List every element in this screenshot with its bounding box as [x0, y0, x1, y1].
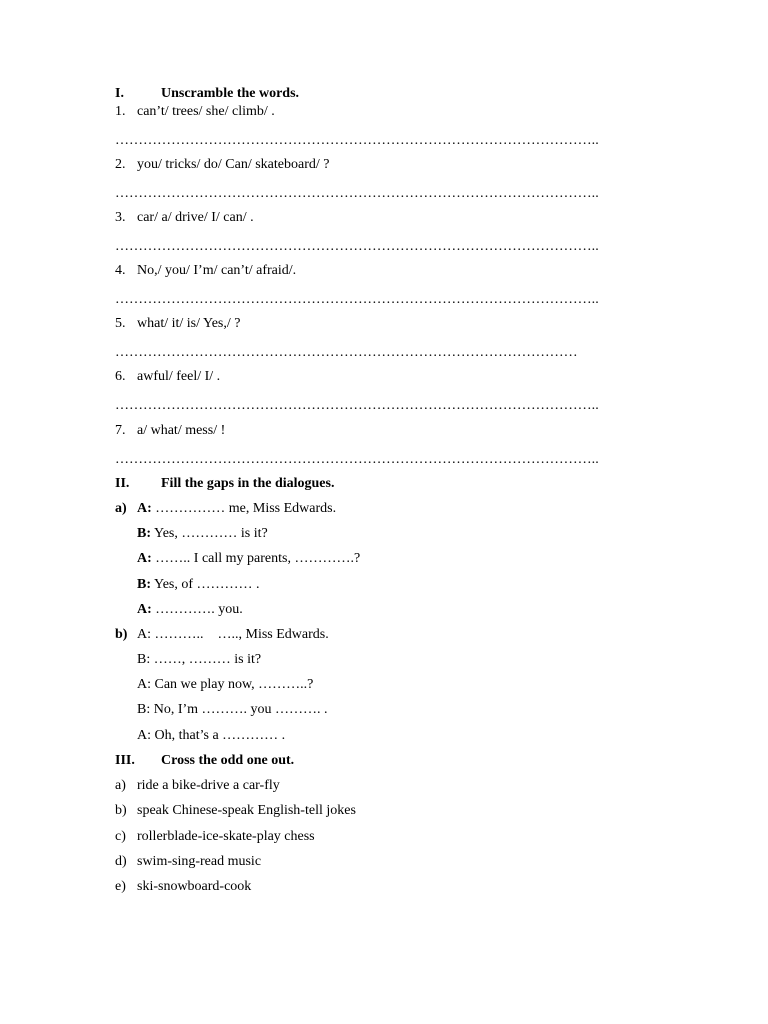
- answer-line: …………………………………………………………………………………………..: [115, 398, 599, 413]
- odd-one-out-item: [115, 879, 251, 895]
- dialogue-line: [137, 577, 260, 593]
- section-1-title: Unscramble the words.: [161, 86, 300, 101]
- item-text: rollerblade-ice-skate-play chess: [137, 829, 315, 844]
- answer-line: …………………………………………………………………………………………..: [115, 186, 599, 201]
- question-row: [115, 210, 254, 226]
- section-3-number: III.: [115, 753, 135, 768]
- odd-one-out-item: [115, 829, 315, 845]
- answer-line: ………………………………………………………………………………………: [115, 345, 578, 360]
- dialogue-line: A: Can we play now, ………..?: [137, 677, 314, 692]
- section-1-heading: [115, 86, 299, 102]
- answer-line: …………………………………………………………………………………………..: [115, 239, 599, 254]
- question-row: [115, 369, 220, 385]
- dialogue-line: [137, 526, 268, 542]
- question-row: [115, 316, 240, 332]
- item-label: d): [115, 854, 127, 869]
- item-text: speak Chinese-speak English-tell jokes: [137, 803, 356, 818]
- question-number: 7.: [115, 423, 126, 438]
- odd-one-out-item: [115, 778, 280, 794]
- odd-one-out-item: [115, 854, 261, 870]
- question-number: 4.: [115, 263, 126, 278]
- question-number: 3.: [115, 210, 126, 225]
- item-text: ski-snowboard-cook: [137, 879, 252, 894]
- item-label: a): [115, 778, 126, 793]
- question-number: 5.: [115, 316, 126, 331]
- section-2-heading: [115, 476, 334, 492]
- question-text: No,/ you/ I’m/ can’t/ afraid/.: [137, 263, 297, 278]
- question-text: what/ it/ is/ Yes,/ ?: [137, 316, 241, 331]
- dialogue-line: [137, 551, 360, 567]
- section-3-heading: [115, 753, 294, 769]
- item-label: b): [115, 803, 127, 818]
- question-row: [115, 423, 225, 439]
- dialogue-text: …………. you.: [151, 602, 243, 617]
- dialogue-line: B: No, I’m ………. you ………. .: [137, 702, 328, 717]
- dialogue-text: …….. I call my parents, ………….?: [151, 551, 361, 566]
- question-text: awful/ feel/ I/ .: [137, 369, 221, 384]
- dialogue-line: A: Oh, that’s a ………… .: [137, 728, 286, 743]
- question-row: [115, 104, 275, 120]
- section-2-number: II.: [115, 476, 130, 491]
- dialogue-b-label: b): [115, 627, 128, 642]
- answer-line: …………………………………………………………………………………………..: [115, 292, 599, 307]
- dialogue-line: [137, 501, 336, 517]
- answer-line: …………………………………………………………………………………………..: [115, 133, 599, 148]
- section-2-title: Fill the gaps in the dialogues.: [161, 476, 335, 491]
- item-text: ride a bike-drive a car-fly: [137, 778, 280, 793]
- section-1-number: I.: [115, 86, 124, 101]
- question-number: 1.: [115, 104, 126, 119]
- dialogue-line: B: ……, ……… is it?: [137, 652, 262, 667]
- dialogue-text: Yes, ………… is it?: [151, 526, 268, 541]
- odd-one-out-item: [115, 803, 356, 819]
- section-3-title: Cross the odd one out.: [161, 753, 295, 768]
- question-text: you/ tricks/ do/ Can/ skateboard/ ?: [137, 157, 330, 172]
- speaker-label: B:: [137, 526, 151, 541]
- question-row: [115, 263, 296, 279]
- dialogue-text: …………… me, Miss Edwards.: [151, 501, 337, 516]
- question-row: [115, 157, 329, 173]
- question-text: car/ a/ drive/ I/ can/ .: [137, 210, 254, 225]
- dialogue-line: [137, 602, 243, 618]
- item-text: swim-sing-read music: [137, 854, 262, 869]
- question-number: 2.: [115, 157, 126, 172]
- question-number: 6.: [115, 369, 126, 384]
- dialogue-a-label: a): [115, 501, 127, 516]
- speaker-label: A:: [137, 551, 152, 566]
- question-text: can’t/ trees/ she/ climb/ .: [137, 104, 275, 119]
- item-label: c): [115, 829, 126, 844]
- answer-line: …………………………………………………………………………………………..: [115, 452, 599, 467]
- dialogue-text: Yes, of ………… .: [151, 577, 260, 592]
- speaker-label: A:: [137, 501, 152, 516]
- speaker-label: A:: [137, 602, 152, 617]
- dialogue-line: A: ……….. ….., Miss Edwards.: [137, 627, 329, 642]
- item-label: e): [115, 879, 126, 894]
- speaker-label: B:: [137, 577, 151, 592]
- question-text: a/ what/ mess/ !: [137, 423, 226, 438]
